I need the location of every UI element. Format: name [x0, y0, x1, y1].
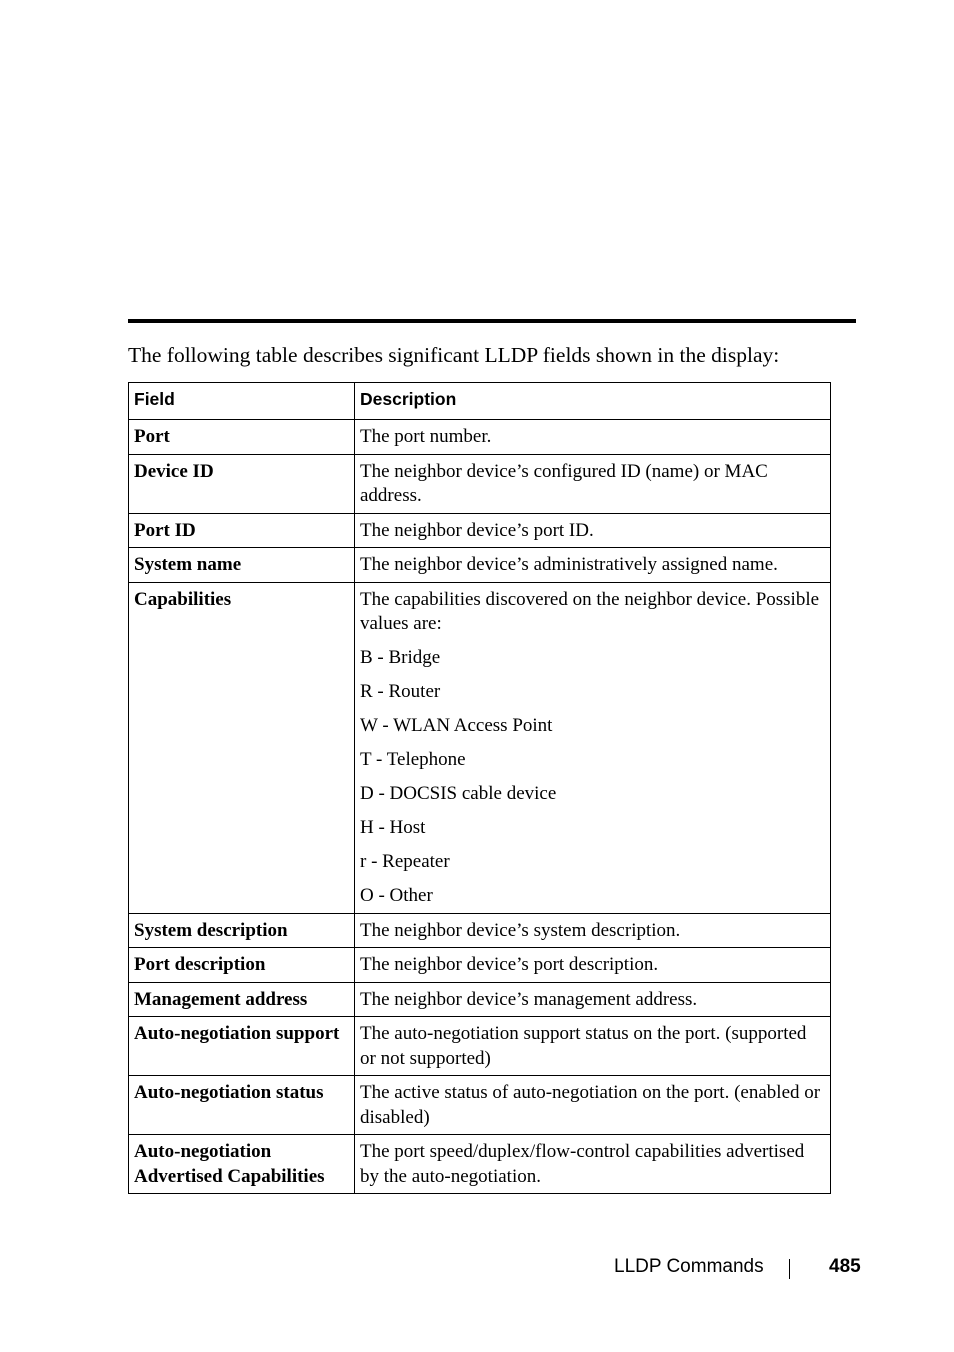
- table-row: [129, 420, 831, 455]
- capabilities-intro: The capabilities discovered on the neighbor device. Possible values are:: [360, 588, 820, 634]
- capability-option: B - Bridge: [360, 647, 441, 668]
- field-name: Port ID: [129, 513, 355, 548]
- table-row: [129, 913, 831, 948]
- field-name: Auto-negotiation status: [129, 1076, 355, 1135]
- footer-divider: [789, 1259, 790, 1279]
- field-description: The auto-negotiation support status on the port. (supported or not supported): [355, 1017, 831, 1076]
- field-description: The neighbor device’s system description.: [355, 913, 831, 948]
- field-description: The port speed/duplex/flow-control capabilities advertised by the auto-negotiation.: [355, 1135, 831, 1194]
- table-row: [129, 454, 831, 513]
- capability-option: R - Router: [360, 681, 441, 702]
- capability-option: O - Other: [360, 885, 433, 906]
- table-row: [129, 1076, 831, 1135]
- field-description: The neighbor device’s port ID.: [355, 513, 831, 548]
- field-description: The active status of auto-negotiation on the port. (enabled or disabled): [355, 1076, 831, 1135]
- table-row: [129, 1135, 831, 1194]
- lldp-fields-table: [128, 382, 831, 1194]
- footer-section-title: LLDP Commands: [614, 1256, 764, 1277]
- table-row: [129, 513, 831, 548]
- table-row: [129, 982, 831, 1017]
- table-row: [129, 548, 831, 583]
- field-name: Port: [129, 420, 355, 455]
- table-header-row: [129, 383, 831, 420]
- field-description-capabilities: [355, 582, 831, 913]
- table-row: [129, 582, 831, 913]
- page-number: 485: [829, 1256, 861, 1277]
- field-description: The neighbor device’s administratively assigned name.: [355, 548, 831, 583]
- intro-paragraph: The following table describes significant LLDP fields shown in the display:: [128, 343, 780, 367]
- field-name: System description: [129, 913, 355, 948]
- field-description: The port number.: [355, 420, 831, 455]
- capability-option: T - Telephone: [360, 749, 466, 770]
- header-field: Field: [129, 383, 355, 420]
- field-name: Management address: [129, 982, 355, 1017]
- field-description: The neighbor device’s configured ID (name) or MAC address.: [355, 454, 831, 513]
- field-description: The neighbor device’s port description.: [355, 948, 831, 983]
- field-name: Capabilities: [129, 582, 355, 913]
- field-name: System name: [129, 548, 355, 583]
- capability-option: W - WLAN Access Point: [360, 715, 553, 736]
- top-rule: [128, 319, 856, 323]
- table-row: [129, 1017, 831, 1076]
- field-name: Auto-negotiation Advertised Capabilities: [129, 1135, 355, 1194]
- capability-option: r - Repeater: [360, 851, 450, 872]
- table-row: [129, 948, 831, 983]
- field-name: Device ID: [129, 454, 355, 513]
- capability-option: H - Host: [360, 817, 426, 838]
- field-name: Auto-negotiation support: [129, 1017, 355, 1076]
- field-name: Port description: [129, 948, 355, 983]
- header-description: Description: [355, 383, 831, 420]
- field-description: The neighbor device’s management address.: [355, 982, 831, 1017]
- capability-option: D - DOCSIS cable device: [360, 783, 557, 804]
